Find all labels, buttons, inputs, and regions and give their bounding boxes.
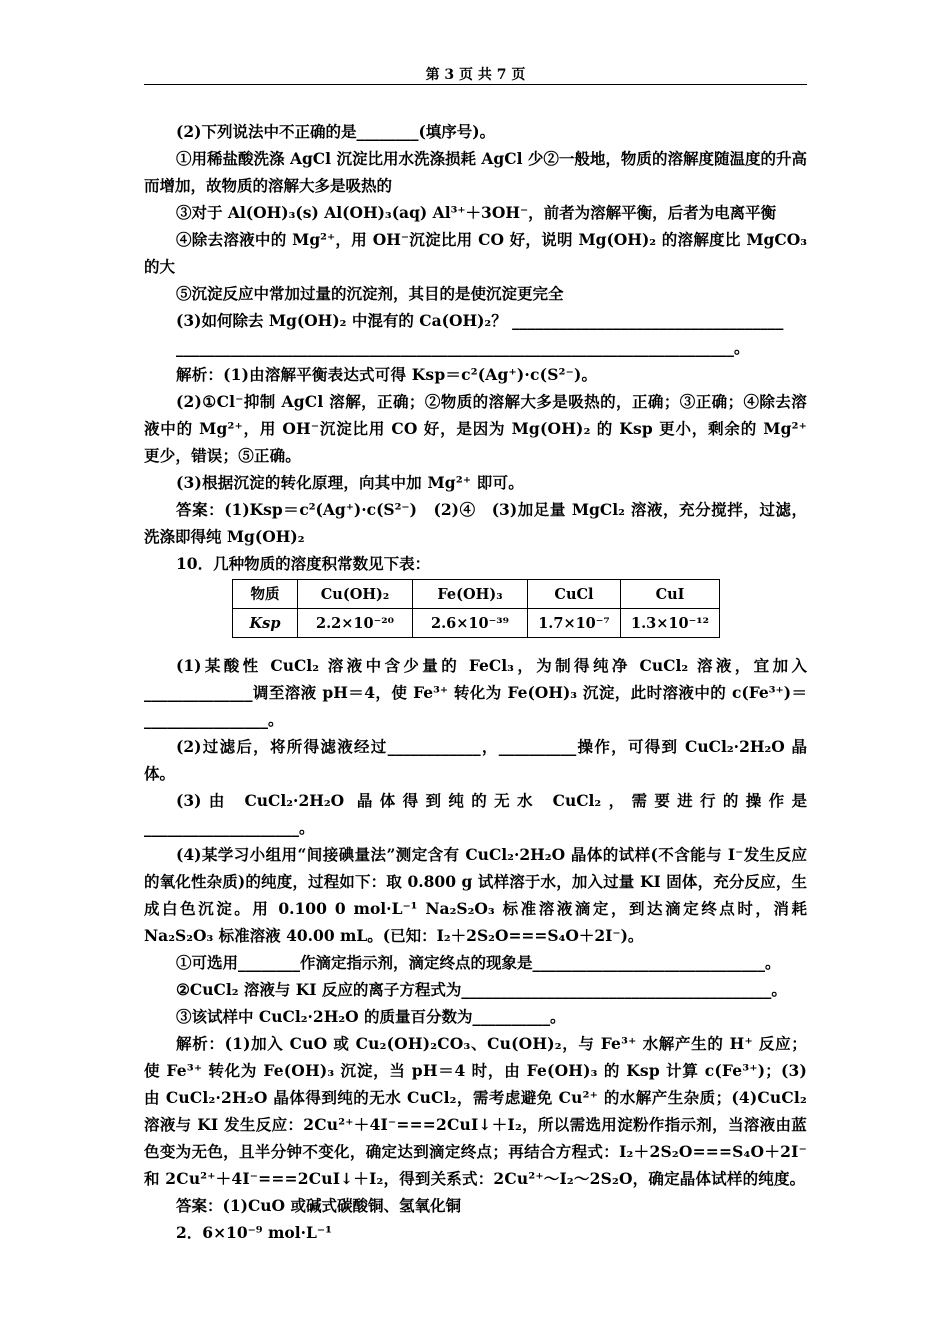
- q9-part2-intro: (2)下列说法中不正确的是________(填序号)。: [176, 122, 496, 141]
- q10-sub3: ③该试样中 CuCl₂·2H₂O 的质量百分数为__________。: [176, 1007, 566, 1026]
- ksp-table: [232, 579, 720, 638]
- ksp-table-value-row: [233, 609, 720, 638]
- q10-part1: (1)某酸性 CuCl₂ 溶液中含少量的 FeCl₃，为制得纯净 CuCl₂ 溶液，宜加入______________调至溶液 pH＝4，使 Fe³⁺ 转化为 Fe(OH)₃ 沉淀，此时溶液中的 c(Fe³⁺)＝________________。: [144, 656, 807, 729]
- table-header-cell: Fe(OH)₃: [413, 580, 528, 609]
- table-cell: 1.7×10⁻⁷: [528, 609, 621, 638]
- content: [144, 118, 807, 1246]
- q9-answer: 答案：(1)Ksp＝c²(Ag⁺)·c(S²⁻) (2)④ (3)加足量 MgCl₂ 溶液，充分搅拌，过滤，洗涤即得纯 Mg(OH)₂: [144, 500, 807, 546]
- spacer: [144, 638, 807, 652]
- q9-option-5: ⑤沉淀反应中常加过量的沉淀剂，其目的是使沉淀更完全: [176, 284, 564, 303]
- table-header-cell: Cu(OH)₂: [298, 580, 413, 609]
- ksp-table-header-row: [233, 580, 720, 609]
- q10-part3: (3)由 CuCl₂·2H₂O 晶体得到纯的无水 CuCl₂，需要进行的操作是____________________。: [144, 791, 807, 837]
- q10-part4: (4)某学习小组用“间接碘量法”测定含有 CuCl₂·2H₂O 晶体的试样(不含能与 I⁻发生反应的氧化性杂质)的纯度，过程如下：取 0.800 g 试样溶于水，加入过量 KI 固体，充分反应，生成白色沉淀。用 0.100 0 mol·L⁻¹ Na₂S₂O₃ 标准溶液滴定，到达滴定终点时，消耗 Na₂S₂O₃ 标准溶液 40.00 mL。(已知：I₂＋2S₂O===S₄O＋2I⁻)。: [144, 845, 807, 945]
- q10-answer-2: 2．6×10⁻⁹ mol·L⁻¹: [176, 1223, 332, 1242]
- page-header: 第 3 页 共 7 页: [425, 67, 526, 83]
- ksp-table-wrap: [232, 579, 807, 638]
- table-cell: 1.3×10⁻¹²: [621, 609, 720, 638]
- q9-option-3: ③对于 Al(OH)₃(s) Al(OH)₃(aq) Al³⁺＋3OH⁻，前者为溶解平衡，后者为电离平衡: [176, 203, 777, 222]
- q9-part3-line2: ________________________________________________________________________。: [176, 338, 750, 357]
- q9-analysis-1: 解析：(1)由溶解平衡表达式可得 Ksp＝c²(Ag⁺)·c(S²⁻)。: [176, 365, 598, 384]
- table-cell: Ksp: [233, 609, 298, 638]
- q9-option-4: ④除去溶液中的 Mg²⁺，用 OH⁻沉淀比用 CO 好，说明 Mg(OH)₂ 的溶解度比 MgCO₃ 的大: [144, 230, 807, 276]
- q10-sub1: ①可选用________作滴定指示剂，滴定终点的现象是______________________________。: [176, 953, 781, 972]
- table-header-cell: CuI: [621, 580, 720, 609]
- q9-analysis-2: (2)①Cl⁻抑制 AgCl 溶解，正确；②物质的溶解大多是吸热的，正确；③正确；④除去溶液中的 Mg²⁺，用 OH⁻沉淀比用 CO 好，是因为 Mg(OH)₂ 的 Ksp 更小，剩余的 Mg²⁺ 更少，错误；⑤正确。: [144, 392, 807, 465]
- table-cell: 2.2×10⁻²⁰: [298, 609, 413, 638]
- q9-part3-line1: (3)如何除去 Mg(OH)₂ 中混有的 Ca(OH)₂？ ___________________________________: [176, 311, 784, 330]
- q10-stem: 10．几种物质的溶度积常数见下表：: [176, 554, 431, 573]
- q9-analysis-3: (3)根据沉淀的转化原理，向其中加 Mg²⁺ 即可。: [176, 473, 524, 492]
- table-cell: 2.6×10⁻³⁹: [413, 609, 528, 638]
- table-header-cell: CuCl: [528, 580, 621, 609]
- q10-sub2: ②CuCl₂ 溶液与 KI 反应的离子方程式为________________________________________。: [176, 980, 787, 999]
- q10-answer-1: 答案：(1)CuO 或碱式碳酸铜、氢氧化铜: [176, 1196, 461, 1215]
- header-rule: [144, 84, 807, 85]
- table-header-cell: 物质: [233, 580, 298, 609]
- q10-analysis: 解析：(1)加入 CuO 或 Cu₂(OH)₂CO₃、Cu(OH)₂，与 Fe³⁺ 水解产生的 H⁺ 反应；使 Fe³⁺ 转化为 Fe(OH)₃ 沉淀，当 pH＝4 时，由 Fe(OH)₃ 的 Ksp 计算 c(Fe³⁺)；(3)由 CuCl₂·2H₂O 晶体得到纯的无水 CuCl₂，需考虑避免 Cu²⁺ 的水解产生杂质；(4)CuCl₂ 溶液与 KI 发生反应：2Cu²⁺＋4I⁻===2CuI↓＋I₂，所以需选用淀粉作指示剂，当溶液由蓝色变为无色，且半分钟不变化，确定达到滴定终点；再结合方程式：I₂＋2S₂O===S₄O＋2I⁻ 和 2Cu²⁺＋4I⁻===2CuI↓＋I₂，得到关系式：2Cu²⁺～I₂～2S₂O，确定晶体试样的纯度。: [144, 1034, 807, 1188]
- q10-part2: (2)过滤后，将所得滤液经过____________，__________操作，可得到 CuCl₂·2H₂O 晶体。: [144, 737, 807, 783]
- q9-option-1-2: ①用稀盐酸洗涤 AgCl 沉淀比用水洗涤损耗 AgCl 少②一般地，物质的溶解度随温度的升高而增加，故物质的溶解大多是吸热的: [144, 149, 807, 195]
